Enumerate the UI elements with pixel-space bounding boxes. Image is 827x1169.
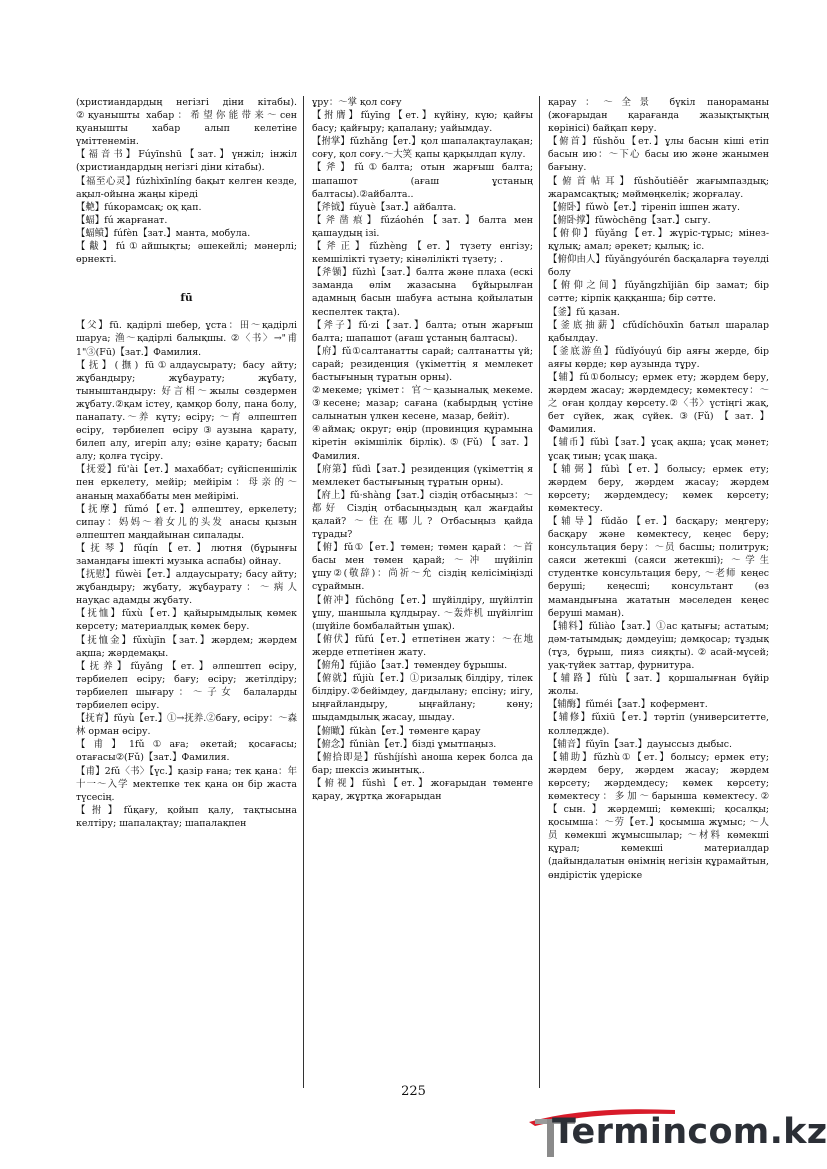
dictionary-entry: 【釜】fǔ қазан. xyxy=(548,306,620,318)
dictionary-entry: 【俯卧撑】fǔwòchēng【зат.】сыгу. xyxy=(548,214,711,226)
dictionary-entry: 【斧凿痕】fǔzáohén【зат.】балта мен қашаудың ізі. xyxy=(312,214,533,239)
entry-list-bottom xyxy=(76,319,297,830)
dictionary-entry: 【府】fǔ①салтанатты сарай; салтанатты үй; сарай; резиденция (үкіметтің я мемлекет бастығының тұратын орны). xyxy=(312,345,533,383)
column-divider xyxy=(303,96,304,1088)
entry-list-top xyxy=(76,96,297,266)
entry-list xyxy=(312,96,533,803)
dictionary-entry: 【抚养】fǔyǎng【ет.】әлпештеп өсіру, тәрбиелеп өсіру; бағу; өсіру; жетілдіру; тәрбиелеп шығару：～子女 балаларды тәрбиелеп өсіру. xyxy=(76,660,297,712)
termincom-logo xyxy=(525,1104,825,1164)
dictionary-entry: 【俯视】fǔshì【ет.】жоғарыдан төменге қарау, жұртқа жоғарыдан xyxy=(312,777,533,802)
dictionary-entry: ұру：～掌 қол соғу xyxy=(312,97,402,108)
dictionary-entry: 【俯角】fǔjiǎo【зат.】төмендеу бұрышы. xyxy=(312,660,508,672)
dictionary-entry: 【抚】(撫) fū①алдаусырату; басу айту; жұбандыру; жұбаурату; жұбату, тыныштандыру: 好言相～жылы сөздермен жұбату.②қам істеу, қамқор болу, пана болу, панапату.～养 күту; өсіру; ～育 әлпештеп өсіру, тәрбиелеп өсіру③аузына қарату, билеп алу, игеріп алу; өзіне қарату; басып алу; қолға түсіру. xyxy=(76,359,297,463)
dictionary-entry: 【抚摩】fǔmó【ет.】әлпештеу, еркелету; сипау：妈妈～着女儿的头发 анасы қызын әлпештеп маңдайынан сипалады. xyxy=(76,503,297,541)
column-left xyxy=(76,96,297,1086)
dictionary-entry: 【俯仰之间】fǔyǎngzhījiān бір замат; бір сәтте; кірпік қаққанша; бір сәтте. xyxy=(548,280,769,305)
dictionary-entry: 【蝠鲼】fúfèn【зат.】манта, мобула. xyxy=(76,227,251,239)
dictionary-entry: 【俯仰由人】fǔyǎngyóurén басқаларға тәуелді болу xyxy=(548,254,769,279)
dictionary-entry: 【福音书】Fúyīnshū【зат.】үнжіл; інжіл (христиандардың негізгі діни кітабы). xyxy=(76,149,297,174)
dictionary-entry: 【俯伏】fǔfú【ет.】етпетінен жату：～在地 жерде етпетінен жату. xyxy=(312,633,533,658)
column-right xyxy=(548,96,769,1086)
dictionary-entry: 【斧钺】fǔyuè【зат.】айбалта. xyxy=(312,201,457,213)
dictionary-entry: 【俯瞰】fǔkàn【ет.】төменге қарау xyxy=(312,725,481,737)
dictionary-entry: 【俯就】fǔjiù【ет.】①ризалық білдіру, тілек білдіру.②бейімдеу, дағдылану; епсіну; иігу, ыңғайландыру, ыңғайлану; көну; шыдамдылық жасау, шыдау. xyxy=(312,673,533,724)
entry-list xyxy=(548,96,769,882)
page-number: 225 xyxy=(401,1084,426,1099)
dictionary-entry: 【辅路】fǔlù【зат.】қоршалығнан бүйір жолы. xyxy=(548,673,769,698)
dictionary-entry: ②мекеме; үкімет：官～қазыналық мекеме. ③кесене; мазар; сағана (кабырдың үстіне салынатын үлкен кесене, мазар, бейіт). xyxy=(312,385,533,423)
dictionary-entry: 【蝠】fú жарғанат. xyxy=(76,214,168,226)
dictionary-entry: 【釜底游鱼】fǔdǐyóuyú бір аяғы жерде, бір аяғы көрде; көр аузында тұру. xyxy=(548,345,769,370)
dictionary-entry: 【艴】fúкорамсақ; оқ қап. xyxy=(76,201,202,213)
dictionary-entry: 【俯仰】fǔyǎng【ет.】жүріс-тұрыс; мінез-құлық; амал; әрекет; қылық; іс. xyxy=(548,227,769,253)
dictionary-entry: 【俯拾即是】fǔshíjíshì аноша керек болса да бар; шексіз жиынтық.. xyxy=(312,751,533,776)
dictionary-entry: 【辅币】fǔbì【зат.】ұсақ ақша; ұсақ мәнет; ұсақ тиын; ұсақ шақа. xyxy=(548,437,769,462)
dictionary-entry: қарау：～全景 бүкіл панораманы (жоғарыдан қарағанда жазықтықтың көрінісі) байқап көру. xyxy=(548,97,769,135)
dictionary-entry: (христиандардың негізгі діни кітабы). ②қуанышты хабар：希望你能带来～сен қуанышты хабар алып келетіне үміттенемін. xyxy=(76,97,297,148)
dictionary-entry: 【辅】fǔ①болысу; ермек ету; жәрдем беру, жәрдем жасау; жәрдемдесу; көмектесу：～之 оған қолдау көрсету.②〈书〉үстіңгі жақ, бет сүйек, жақ сүйек.③(Fǔ)【зат.】Фамилия. xyxy=(548,371,769,436)
dictionary-entry: 【俯首】fǔshǒu【ет.】ұлы басын кішi етіп басын ию：～下心 басы ию және жанымен бағыну. xyxy=(548,136,769,174)
column-divider xyxy=(539,96,540,1088)
dictionary-entry: ④аймақ; округ; өңір (провинция құрамына кіретін әкімшілік бірлік).⑤(Fǔ)【зат.】Фамилия. xyxy=(312,424,533,462)
dictionary-entry: 【抚爱】fǔ'ài【ет.】махаббат; сүйіспеншілік пен еркелету, мейір; мейірім：母亲的～ананың махаббаты мен мейірімі. xyxy=(76,464,297,502)
dictionary-entry: 【斧子】fǔ·zi【зат.】балта; отын жарғыш балта; шапашот (ағаш ұстаның балтасы). xyxy=(312,319,533,344)
dictionary-entry: 【福至心灵】fúzhìxīnlíng бақыт келген кезде, ақыл-ойына жаңы кіреді xyxy=(76,175,297,200)
dictionary-entry: 【辅修】fǔxiū【ет.】тәртіп (университетте, колледжде). xyxy=(548,712,769,737)
dictionary-entry: 【辅导】fǔdǎo【ет.】басқару; меңгеру; басқару және көмектесу, кеңес беру; консультация беру：～员 басшы; политрук; саяси жетекші (саяси жетекші); ～学生 студентке консультация беру, ～老师 кеңес беруші; кеңесші; консультант (өз мамандығына жататын мәселеден кеңес беруші маман). xyxy=(548,516,769,619)
dictionary-entry: 【辅酶】fǔméi【зат.】кофермент. xyxy=(548,699,708,711)
dictionary-entry: 【抚慰】fǔwèi【ет.】алдаусырату; басу айту; жұбандыру; жұбату, жұбаурату：～病人 науқас адамды жұбату. xyxy=(76,569,297,607)
dictionary-entry: 【府第】fǔdì【зат.】резиденция (үкіметтің я мемлекет бастығының тұратын орны). xyxy=(312,463,533,488)
dictionary-entry: 【俯念】fǔniàn【ет.】бізді ұмытпаңыз. xyxy=(312,738,497,750)
dictionary-entry: 【辅弼】fǔbì【ет.】болысу; ермек ету; жәрдем беру, жәрдем жасау; жәрдем көрсету; жәрдемдесу; көмек көрсету; көмектесу. xyxy=(548,463,769,514)
section-heading: fū xyxy=(180,292,193,305)
column-middle xyxy=(312,96,533,1086)
logo-wordmark: Termincom.kz xyxy=(552,1112,827,1152)
dictionary-entry: 【斧锧】fǔzhì【зат.】балта және плаха (ескі заманда өлім жазасына бұйырылған адамның басын шабуға астына қойылатын кеспелтек тақта). xyxy=(312,267,533,318)
dictionary-entry: 【辅料】fǔliào【зат.】①ас қатығы; астатым; дәм-татымдық; дәмдеуіш; дәмқосар; тұздық (тұз, бұрыш, пияз сияқты).②асай-мүсей; уақ-түйек заттар, фурнитура. xyxy=(548,620,769,672)
dictionary-entry: 【俯冲】fǔchōng【ет.】шүйілдіру, шүйілтіп ұшу, шаншыла құлдырау. ～轰炸机 шүйілгіш (шүйіле бомбалайтын ұшақ). xyxy=(312,594,533,632)
dictionary-entry: 【俯】fǔ①【ет.】төмен; төмен қарай：～首 басы мен төмен қарай; ～冲 шүйіліп ұшу②(敬辞)：尚祈～允 сіздің келісіміңізді сұраймын. xyxy=(312,542,533,593)
dictionary-entry: 【釜底抽薪】cfǔdǐchōuxīn батыл шаралар қабылдау. xyxy=(548,319,769,344)
dictionary-entry: 【斧】fǔ①балта; отын жарғыш балта; шапашот (ағаш ұстаның балтасы).②айбалта.. xyxy=(312,162,533,200)
dictionary-entry: 【甫】1fǔ①аға; әкетай; қосағасы; отағасы②(Fǔ)【зат.】Фамилия. xyxy=(76,739,297,764)
dictionary-entry: 【黻】fú①айшықты; әшекейлі; мәнерлі; өрнекті. xyxy=(76,241,297,266)
dictionary-entry: 【抚育】fǔyù【ет.】①→抚养.②бағу, өсіру：～森林 орман өсіру. xyxy=(76,713,297,738)
dictionary-entry: 【辅音】fǔyīn【зат.】дауыссыз дыбыс. xyxy=(548,738,732,750)
dictionary-entry: 【抚恤金】fǔxùjīn【зат.】жәрдем; жәрдем ақша; жәрдемақы. xyxy=(76,634,297,659)
dictionary-entry: 【抚琴】fǔqín【ет.】лютня (бұрынғы замандағы ішекті музыка аспабы) ойнау. xyxy=(76,542,297,567)
dictionary-entry: 【抚恤】fǔxù【ет.】қайырымдылық көмек көрсету; материалдық көмек беру. xyxy=(76,608,297,633)
dictionary-entry: 【府上】fǔ·shàng【зат.】сіздің отбасыңыз：～都好 Сіздің отбасыңыздың қал жағдайы қалай? ～住在哪儿? Отбасыңыз қайда тұрады? xyxy=(312,489,533,541)
dictionary-entry: 【拊】fǔқағу, қойып қалу, тақтысына келтіру; шапалақтау; шапалақпен xyxy=(76,804,297,829)
dictionary-entry: 【父】fū. қадірлі шебер, ұста：田～қадірлі шаруа; 渔～қадірлі балықшы. ②〈书〉→"甫1"③(Fū)【зат.】Фамилия. xyxy=(76,320,297,358)
dictionary-entry: 【俯卧】fǔwò【ет.】тіренiп iшпен жату. xyxy=(548,201,740,213)
dictionary-entry: 【辅助】fǔzhù①【ет.】болысу; ермек ету; жәрдем беру, жәрдем жасау; жәрдем көрсету; жәрдемдесу; көмек көрсету; көмектесу：多加～барынша көмектесу.②【сын.】жәрдемші; көмекші; қосалқы; қосымша：～劳【ет.】қосымша жұмыс; ～人员 көмекші жұмысшылар; ～材料 көмекші құрал; көмекші материалдар (дайындалатын өнімнің негізін құрамайтын, өндірістік үдеріске xyxy=(548,751,769,881)
dictionary-entry: 【斧正】fǔzhèng【ет.】түзету енгізу; кемшілікті түзету; кінәлілікті түзету; . xyxy=(312,241,533,266)
dictionary-entry: 【甫】2fǔ〈书〉【үс.】қазір ғана; тек қана：年十一～入学 мектепке тек қана он бір жаста түсесің. xyxy=(76,765,297,803)
dictionary-entry: 【拊膺】fǔyīng【ет.】күйіну, күю; қайғы басу; қайғыру; қапалану; уайымдау. xyxy=(312,110,533,135)
dictionary-entry: 【俯首帖耳】fǔshǒutiēěr жағымпаздық; жарамсақтық; мәймөңкелік; жорғалау. xyxy=(548,175,769,200)
dictionary-entry: 【拊掌】fǔzhǎng【ет.】қол шапалақтаулақан; соғу, қол соғу.～大笑 қапы қарқылдап күлу. xyxy=(312,136,533,161)
